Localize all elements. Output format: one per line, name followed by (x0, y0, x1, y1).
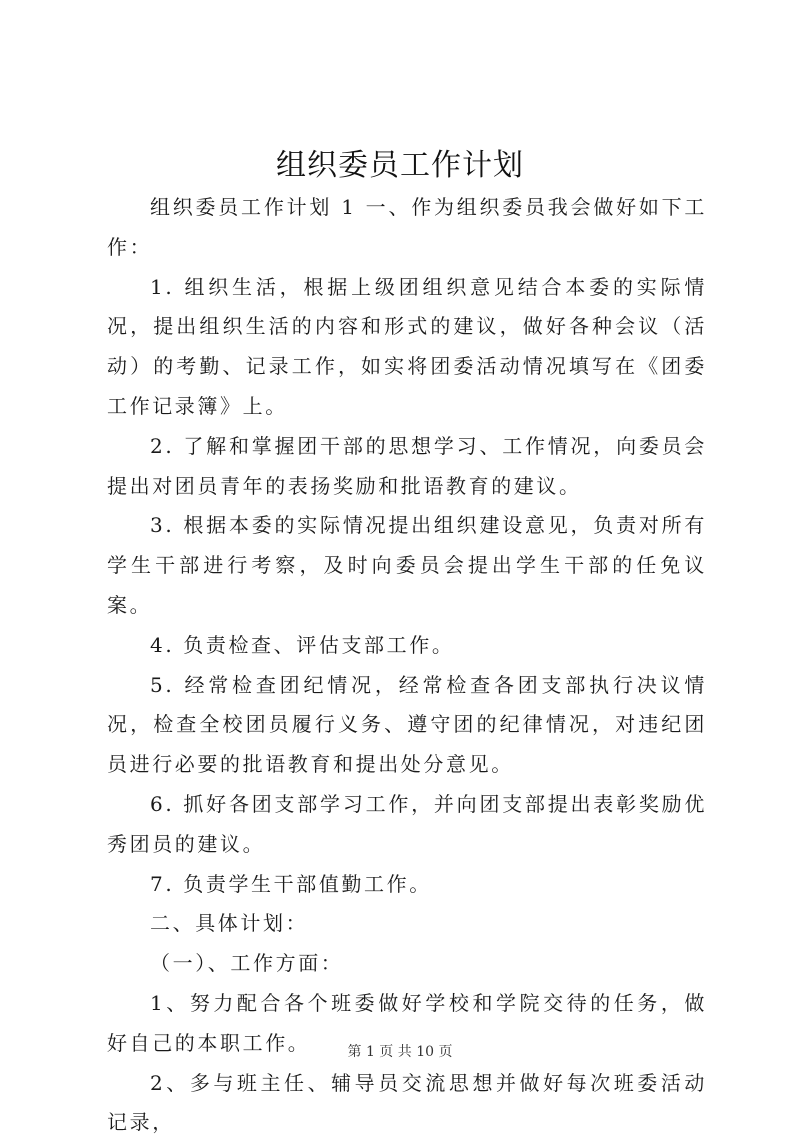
section-heading-plan: 二、具体计划： (150, 911, 309, 936)
paragraph-plan-1: 1、努力配合各个班委做好学校和学院交待的任务，做好自己的本职工作。 (107, 990, 707, 1055)
paragraph-item-3: 3. 根据本委的实际情况提出组织建设意见，负责对所有学生干部进行考察，及时向委员会提出学生干部的任免议案。 (107, 513, 707, 617)
paragraph-intro: 组织委员工作计划 1 一、作为组织委员我会做好如下工作： (107, 195, 707, 259)
paragraph-item-5: 5. 经常检查团纪情况，经常检查各团支部执行决议情况，检查全校团员履行义务、遵守团的纪律情况，对违纪团员进行必要的批语教育和提出处分意见。 (107, 672, 707, 777)
document-title: 组织委员工作计划 (276, 148, 524, 183)
paragraph-item-1: 1. 组织生活，根据上级团组织意见结合本委的实际情况，提出组织生活的内容和形式的建议，做好各种会议（活动）的考勤、记录工作，如实将团委活动情况填写在《团委工作记录簿》上。 (107, 274, 707, 418)
subsection-heading-work: （一）、工作方面： (150, 951, 344, 976)
page-footer: 第 1 页 共 10 页 (347, 1044, 453, 1060)
paragraph-item-7: 7. 负责学生干部值勤工作。 (150, 871, 432, 896)
paragraph-item-4: 4. 负责检查、评估支部工作。 (150, 632, 455, 657)
paragraph-plan-2: 2、多与班主任、辅导员交流思想并做好每次班委活动记录， (107, 1070, 707, 1135)
paragraph-item-6: 6. 抓好各团支部学习工作，并向团支部提出表彰奖励优秀团员的建议。 (107, 791, 707, 856)
paragraph-item-2: 2. 了解和掌握团干部的思想学习、工作情况，向委员会提出对团员青年的表扬奖励和批语教育的建议。 (107, 433, 707, 498)
document-body (107, 188, 707, 1143)
